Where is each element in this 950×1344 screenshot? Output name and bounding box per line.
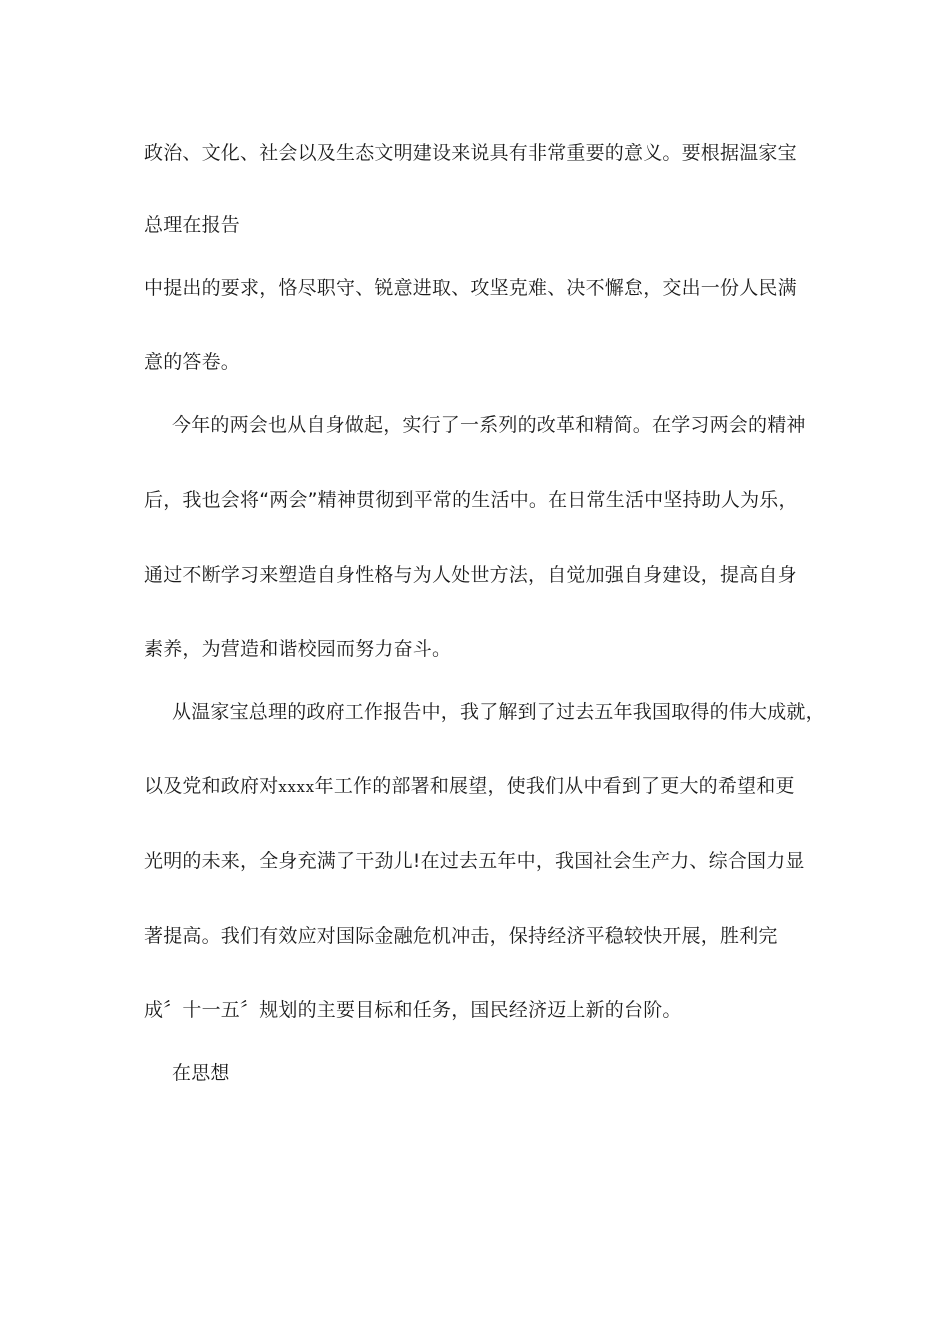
paragraph-2-line-2: 后，我也会将“两会”精神贯彻到平常的生活中。在日常生活中坚持助人为乐， bbox=[144, 489, 798, 511]
paragraph-3-line-2-part-2: 年工作的部署和展望，使我们从中看到了更大的希望和更 bbox=[314, 775, 795, 797]
paragraph-2-line-3: 通过不断学习来塑造自身性格与为人处世方法，自觉加强自身建设，提高自身 bbox=[144, 564, 797, 586]
paragraph-2-line-4: 素养，为营造和谐校园而努力奋斗。 bbox=[144, 638, 452, 660]
paragraph-3-line-2 bbox=[144, 773, 795, 800]
placeholder-year: xxxx bbox=[278, 778, 315, 796]
paragraph-2-line-1: 今年的两会也从自身做起，实行了一系列的改革和精简。在学习两会的精神 bbox=[172, 414, 806, 436]
paragraph-3-line-2-part-1: 以及党和政府对 bbox=[144, 775, 279, 797]
text-line-1: 政治、文化、社会以及生态文明建设来说具有非常重要的意义。要根据温家宝 bbox=[144, 142, 797, 164]
text-line-3: 中提出的要求，恪尽职守、锐意进取、攻坚克难、决不懈怠，交出一份人民满 bbox=[144, 277, 797, 299]
paragraph-3-line-4: 著提高。我们有效应对国际金融危机冲击，保持经济平稳较快开展，胜利完 bbox=[144, 925, 778, 947]
paragraph-3-line-5: 成〞十一五〞规划的主要目标和任务，国民经济迈上新的台阶。 bbox=[144, 999, 682, 1021]
text-line-4: 意的答卷。 bbox=[144, 351, 241, 373]
text-line-2: 总理在报告 bbox=[144, 214, 241, 236]
paragraph-3-line-3: 光明的未来，全身充满了干劲儿!在过去五年中，我国社会生产力、综合国力显 bbox=[144, 850, 805, 872]
paragraph-3-line-1: 从温家宝总理的政府工作报告中，我了解到了过去五年我国取得的伟大成就， bbox=[172, 701, 825, 723]
paragraph-4-line-1: 在思想 bbox=[172, 1062, 230, 1084]
